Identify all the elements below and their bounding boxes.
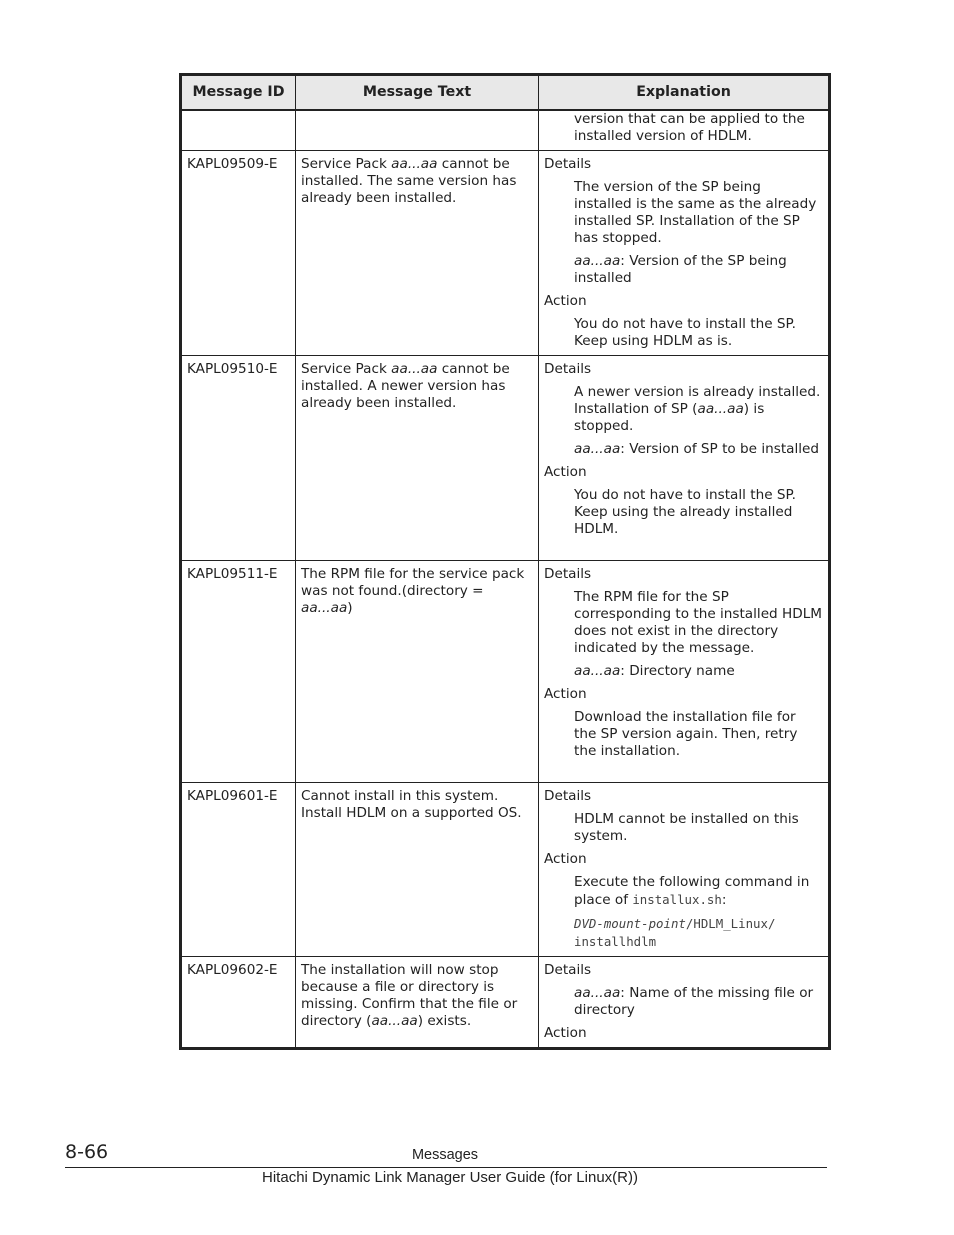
variable-description: aa...aa: Name of the missing file or directory: [574, 984, 814, 1018]
message-id: KAPL09601-E: [181, 782, 296, 956]
header-message-id: Message ID: [181, 75, 296, 111]
details-label: Details: [544, 360, 592, 377]
message-text: Service Pack aa...aa cannot be installed. The same version has already been installed.: [296, 150, 539, 355]
header-message-text: Message Text: [296, 75, 539, 111]
details-text: The RPM file for the SP corresponding to the installed HDLM does not exist in the directory indicated by the message.: [574, 588, 822, 656]
table-row: [181, 782, 830, 956]
explanation: [539, 782, 830, 956]
messages-table: [179, 73, 831, 1050]
action-text: Download the installation file for the SP version again. Then, retry the installation.: [574, 708, 798, 759]
details-text: The version of the SP being installed is the same as the already installed SP. Installation of the SP has stopped.: [574, 178, 817, 246]
table-header-row: [181, 75, 830, 111]
details-label: Details: [544, 787, 592, 804]
message-text: The RPM file for the service pack was not found.(directory = aa...aa): [296, 560, 539, 782]
details-text: A newer version is already installed. Installation of SP (aa...aa) is stopped.: [574, 383, 821, 434]
message-text-cell: [296, 110, 539, 150]
explanation-cell: [539, 110, 830, 150]
action-text: You do not have to install the SP. Keep using the already installed HDLM.: [574, 486, 796, 537]
table-row: [181, 956, 830, 1048]
table-row: [181, 560, 830, 782]
message-id: KAPL09510-E: [181, 355, 296, 560]
table-row: [181, 150, 830, 355]
footer-section-title: Messages: [411, 1147, 479, 1163]
details-label: Details: [544, 961, 592, 978]
message-text: The installation will now stop because a file or directory is missing. Confirm that the file or directory (aa...aa) exists.: [296, 956, 539, 1048]
message-text: Cannot install in this system. Install HDLM on a supported OS.: [296, 782, 539, 956]
command-name: installux.sh: [632, 891, 722, 907]
variable-description: aa...aa: Version of SP to be installed: [574, 440, 820, 457]
header-explanation: Explanation: [539, 75, 830, 111]
continued-explanation: version that can be applied to the installed version of HDLM.: [574, 111, 805, 144]
action-label: Action: [544, 463, 587, 480]
footer-divider: [65, 1167, 827, 1168]
table-row: [181, 355, 830, 560]
explanation: [539, 956, 830, 1048]
message-text: Service Pack aa...aa cannot be installed. A newer version has already been installed.: [296, 355, 539, 560]
explanation: [539, 355, 830, 560]
details-label: Details: [544, 155, 592, 172]
details-label: Details: [544, 565, 592, 582]
message-id-cell: [181, 110, 296, 150]
action-label: Action: [544, 850, 587, 867]
command-line: DVD-mount-point/HDLM_Linux/ installhdlm: [574, 915, 776, 949]
message-id: KAPL09602-E: [181, 956, 296, 1048]
message-id: KAPL09509-E: [181, 150, 296, 355]
variable-description: aa...aa: Directory name: [574, 662, 735, 679]
action-text: Execute the following command in place of installux.sh:: [574, 873, 810, 908]
footer-book-title: Hitachi Dynamic Link Manager User Guide (for Linux(R)): [262, 1169, 638, 1186]
variable-description: aa...aa: Version of the SP being installed: [574, 252, 787, 286]
action-label: Action: [544, 1024, 587, 1041]
explanation: [539, 150, 830, 355]
action-label: Action: [544, 292, 587, 309]
explanation: [539, 560, 830, 782]
details-text: HDLM cannot be installed on this system.: [574, 810, 799, 844]
page-number: 8-66: [65, 1141, 109, 1163]
action-text: You do not have to install the SP. Keep using HDLM as is.: [574, 315, 796, 349]
message-id: KAPL09511-E: [181, 560, 296, 782]
action-label: Action: [544, 685, 587, 702]
table-row-continued: [181, 110, 830, 150]
